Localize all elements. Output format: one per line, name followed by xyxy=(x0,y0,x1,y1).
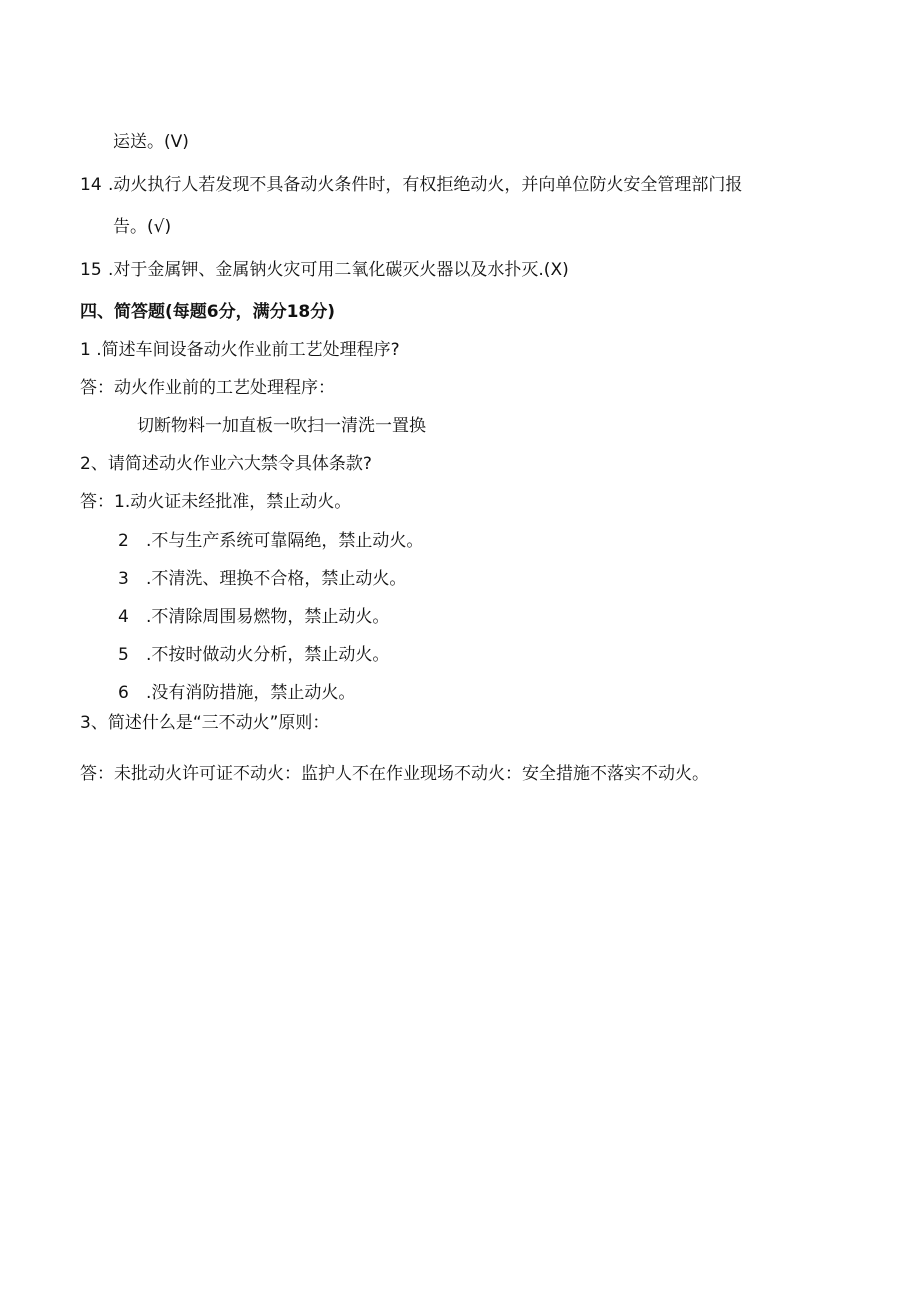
answer-2-item xyxy=(118,568,406,590)
answer-2-item xyxy=(118,606,389,628)
item-text: .不清洗、理换不合格，禁止动火。 xyxy=(146,569,407,589)
item-number: 3 xyxy=(118,569,129,589)
answer-1-intro: 答：动火作业前的工艺处理程序： xyxy=(80,378,335,398)
answer-3: 答：未批动火许可证不动火：监护人不在作业现场不动火：安全措施不落实不动火。 xyxy=(80,764,709,784)
item-number: 4 xyxy=(118,607,129,627)
item-number: 5 xyxy=(118,645,129,665)
question-15 xyxy=(80,259,569,281)
answer-2-item-1: 答：1.动火证未经批准，禁止动火。 xyxy=(80,492,352,512)
question-14 xyxy=(80,174,742,196)
question-number: 15 xyxy=(80,260,102,280)
section-heading: 四、简答题(每题6分，满分18分) xyxy=(80,302,336,322)
item-number: 6 xyxy=(118,683,129,703)
item-text: .不清除周围易燃物，禁止动火。 xyxy=(146,607,390,627)
short-question-1: 1 .简述车间设备动火作业前工艺处理程序? xyxy=(80,340,400,360)
answer-2-item xyxy=(118,530,423,552)
item-text: .不与生产系统可靠隔绝，禁止动火。 xyxy=(146,531,424,551)
item-text: .没有消防措施，禁止动火。 xyxy=(146,683,356,703)
question-number: 14 xyxy=(80,175,102,195)
question-text: .对于金属钾、金属钠火灾可用二氧化碳灭火器以及水扑灭.(X) xyxy=(108,260,569,280)
short-question-3: 3、简述什么是“三不动火”原则： xyxy=(80,713,330,733)
item-number: 2 xyxy=(118,531,129,551)
q13-continuation: 运送。(V) xyxy=(113,132,189,152)
short-question-2: 2、请简述动火作业六大禁令具体条款? xyxy=(80,454,372,474)
question-14-continuation: 告。(√) xyxy=(113,217,172,237)
answer-2-item xyxy=(118,682,355,704)
item-text: .不按时做动火分析，禁止动火。 xyxy=(146,645,390,665)
answer-1-detail: 切断物料一加直板一吹扫一清洗一置换 xyxy=(137,416,426,436)
answer-2-item xyxy=(118,644,389,666)
question-text: .动火执行人若发现不具备动火条件时，有权拒绝动火，并向单位防火安全管理部门报 xyxy=(108,175,743,195)
